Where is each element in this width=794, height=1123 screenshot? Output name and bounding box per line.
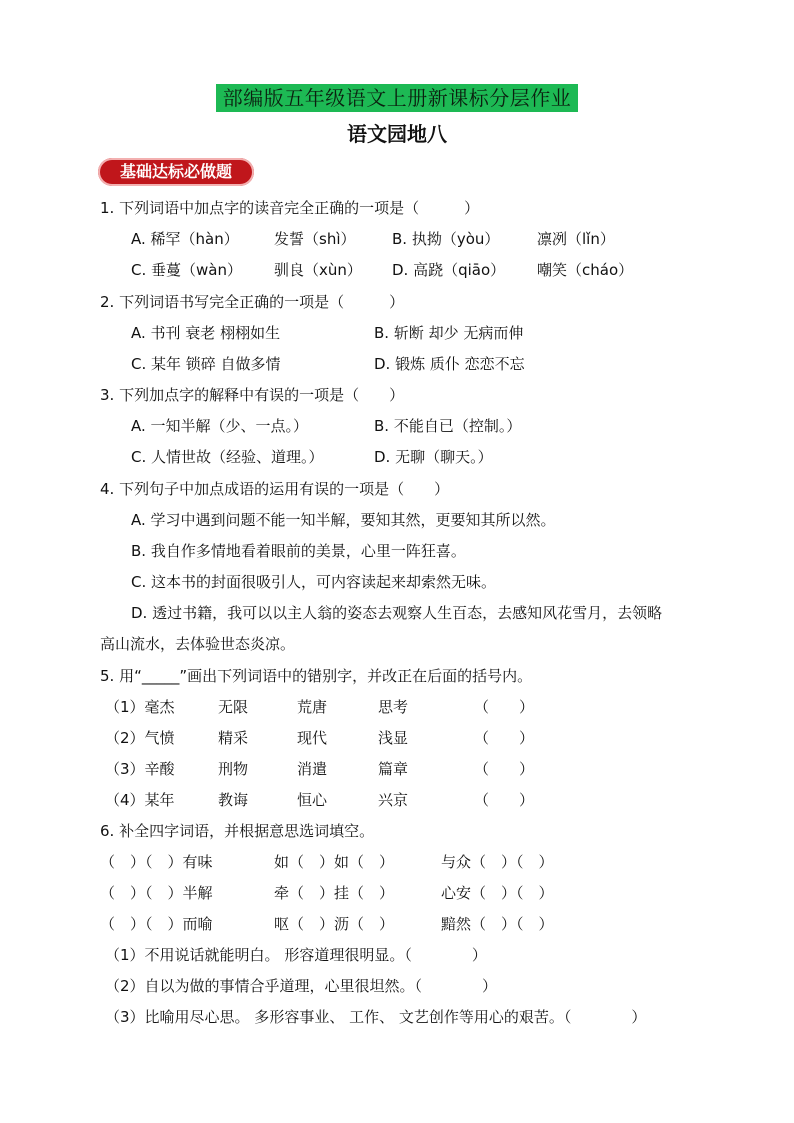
q6-row2-idiom1: （ ）（ ）半解 (100, 884, 213, 902)
series-banner: 部编版五年级语文上册新课标分层作业 (216, 84, 578, 112)
q2-option-c: C. 某年 锁碎 自做多情 (131, 355, 281, 373)
q3-option-b: B. 不能自已（控制。） (374, 417, 522, 435)
question-1-stem: 1. 下列词语中加点字的读音完全正确的一项是（ ） (100, 199, 480, 217)
q1-option-c2: 驯良（xùn） (274, 261, 362, 279)
q5-row4-word4: 兴京 (378, 791, 409, 809)
q4-option-d-line2: 高山流水，去体验世态炎凉。 (100, 635, 296, 653)
q5-row1-word3: 荒唐 (297, 698, 328, 716)
q6-row1-idiom2: 如（ ）如（ ） (274, 853, 395, 871)
q5-row3-word3: 消遣 (297, 760, 328, 778)
question-2-stem: 2. 下列词语书写完全正确的一项是（ ） (100, 293, 405, 311)
q6-row2-idiom2: 牵（ ）挂（ ） (274, 884, 395, 902)
q6-row1-idiom3: 与众（ ）（ ） (441, 853, 554, 871)
q6-row1-idiom1: （ ）（ ）有味 (100, 853, 213, 871)
question-6-stem: 6. 补全四字词语，并根据意思选词填空。 (100, 822, 375, 840)
q5-row2-word2: 精采 (218, 729, 249, 747)
question-4-stem: 4. 下列句子中加点成语的运用有误的一项是（ ） (100, 480, 450, 498)
q6-row3-idiom2: 呕（ ）沥（ ） (274, 915, 395, 933)
q5-row1-word1: （1）毫杰 (105, 698, 175, 716)
q5-row2-word4: 浅显 (378, 729, 409, 747)
q6-sub-1: （1）不用说话就能明白。 形容道理很明显。（ ） (105, 946, 487, 964)
section-badge: 基础达标必做题 (98, 158, 254, 186)
q5-row4-word1: （4）某年 (105, 791, 175, 809)
q5-row2-answer: （ ） (474, 729, 535, 747)
page-title: 语文园地八 (347, 122, 447, 146)
q5-row4-word3: 恒心 (297, 791, 328, 809)
q4-option-d-line1: D. 透过书籍，我可以以主人翁的姿态去观察人生百态，去感知风花雪月，去领略 (131, 604, 663, 622)
q3-option-a: A. 一知半解（少、一点。） (131, 417, 309, 435)
q4-option-a: A. 学习中遇到问题不能一知半解，要知其然，更要知其所以然。 (131, 511, 556, 529)
q5-row2-word1: （2）气愤 (105, 729, 175, 747)
q2-option-d: D. 锻炼 质仆 恋恋不忘 (374, 355, 525, 373)
q5-row4-answer: （ ） (474, 791, 535, 809)
q5-row1-word2: 无限 (218, 698, 249, 716)
q5-row4-word2: 教诲 (218, 791, 249, 809)
q3-option-c: C. 人情世故（经验、道理。） (131, 448, 324, 466)
q1-option-a2: 发誓（shì） (274, 230, 356, 248)
q1-option-b1: B. 执拗（yòu） (392, 230, 500, 248)
q4-option-c: C. 这本书的封面很吸引人，可内容读起来却索然无味。 (131, 573, 497, 591)
q6-row3-idiom3: 黯然（ ）（ ） (441, 915, 554, 933)
q5-row3-answer: （ ） (474, 760, 535, 778)
q1-option-a1: A. 稀罕（hàn） (131, 230, 239, 248)
q5-row3-word1: （3）辛酸 (105, 760, 175, 778)
q5-row1-word4: 思考 (378, 698, 409, 716)
q6-row3-idiom1: （ ）（ ）而喻 (100, 915, 213, 933)
q2-option-a: A. 书刊 衰老 栩栩如生 (131, 324, 281, 342)
q6-row2-idiom3: 心安（ ）（ ） (441, 884, 554, 902)
q5-row3-word4: 篇章 (378, 760, 409, 778)
q1-option-d2: 嘲笑（cháo） (537, 261, 634, 279)
q1-option-d1: D. 高跷（qiāo） (392, 261, 506, 279)
q5-row1-answer: （ ） (474, 698, 535, 716)
q4-option-b: B. 我自作多情地看着眼前的美景，心里一阵狂喜。 (131, 542, 466, 560)
question-5-stem: 5. 用“_____”画出下列词语中的错别字，并改正在后面的括号内。 (100, 667, 533, 685)
q1-option-b2: 凛冽（lǐn） (537, 230, 615, 248)
question-3-stem: 3. 下列加点字的解释中有误的一项是（ ） (100, 386, 405, 404)
q6-sub-2: （2）自以为做的事情合乎道理，心里很坦然。（ ） (105, 977, 498, 995)
q5-row3-word2: 刑物 (218, 760, 249, 778)
q3-option-d: D. 无聊（聊天。） (374, 448, 493, 466)
q1-option-c1: C. 垂蔓（wàn） (131, 261, 242, 279)
q6-sub-3: （3）比喻用尽心思。 多形容事业、 工作、 文艺创作等用心的艰苦。（ ） (105, 1008, 647, 1026)
q5-row2-word3: 现代 (297, 729, 328, 747)
q2-option-b: B. 斩断 却少 无病而伸 (374, 324, 524, 342)
